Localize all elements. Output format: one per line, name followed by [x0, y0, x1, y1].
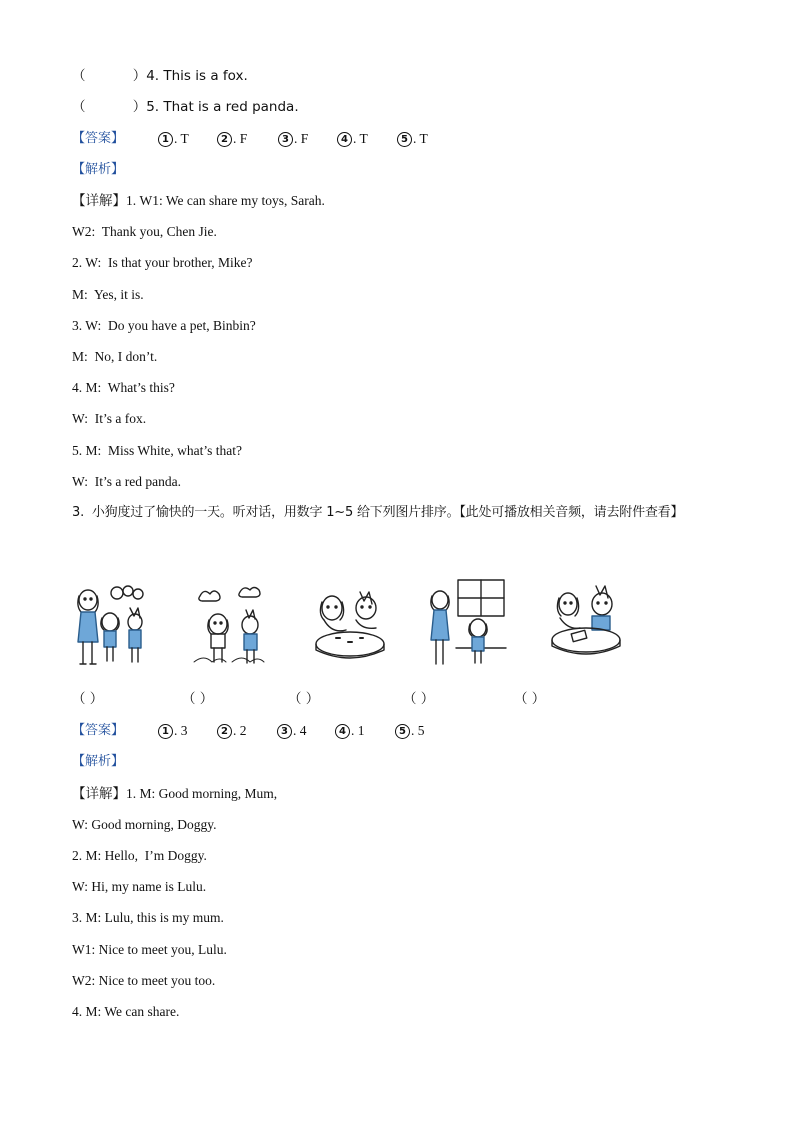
- order-blank: （ ）: [403, 691, 435, 707]
- order-blank: （ ）: [514, 691, 546, 707]
- answer-item: 4 . T: [337, 130, 368, 148]
- answer-item: 5 . T: [397, 130, 428, 148]
- order-blank: （ ）: [288, 691, 320, 707]
- answer-item: 4 . 1: [335, 722, 365, 740]
- detail-line: 5. M: Miss White, what’s that?: [72, 443, 242, 458]
- answer-item: 3 . F: [278, 130, 308, 148]
- order-blank: （ ）: [72, 691, 104, 707]
- mum-doggy-window-picture: [428, 578, 508, 677]
- analysis-label: 【解析】: [72, 754, 125, 769]
- answer-label: 【答案】: [72, 131, 125, 146]
- order-blank: （ ）: [182, 691, 214, 707]
- detail-line: 【详解】1. M: Good morning, Mum,: [72, 786, 278, 802]
- doggy-lulu-outdoors-picture: [190, 578, 276, 677]
- detail-line: M: No, I don’t.: [72, 349, 158, 364]
- doggy-lulu-table-picture: [310, 578, 390, 677]
- detail-line: W2: Thank you, Chen Jie.: [72, 224, 217, 239]
- answer-item: 3 . 4: [277, 722, 307, 740]
- detail-line: W2: Nice to meet you too.: [72, 973, 216, 988]
- detail-line: W: It’s a red panda.: [72, 474, 181, 489]
- detail-line: 2. W: Is that your brother, Mike?: [72, 255, 253, 270]
- mum-doggy-lulu-greeting-picture: [72, 578, 158, 677]
- detail-line: W: Good morning, Doggy.: [72, 817, 217, 832]
- detail-line: 3. M: Lulu, this is my mum.: [72, 910, 224, 925]
- answer-item: 1 . T: [158, 130, 189, 148]
- detail-line: W: Hi, my name is Lulu.: [72, 879, 207, 894]
- doggy-lulu-sharing-picture: [548, 578, 628, 677]
- detail-line: 3. W: Do you have a pet, Binbin?: [72, 318, 256, 333]
- answer-item: 2 . 2: [217, 722, 247, 740]
- detail-line: M: Yes, it is.: [72, 287, 144, 302]
- detail-line: W: It’s a fox.: [72, 411, 147, 426]
- question-4: （ ）4. This is a fox.: [72, 68, 248, 84]
- detail-line: 2. M: Hello, I’m Doggy.: [72, 848, 207, 863]
- answer-item: 1 . 3: [158, 722, 188, 740]
- answer-label: 【答案】: [72, 723, 125, 738]
- detail-line: 【详解】1. W1: We can share my toys, Sarah.: [72, 193, 325, 209]
- question-3-text: 3. 小狗度过了愉快的一天。听对话，用数字 1~5 给下列图片排序。【此处可播放相关音频，请去附件查看】: [72, 505, 684, 520]
- detail-line: 4. M: We can share.: [72, 1004, 180, 1019]
- answer-item: 5 . 5: [395, 722, 425, 740]
- answer-item: 2 . F: [217, 130, 247, 148]
- analysis-label: 【解析】: [72, 162, 125, 177]
- detail-line: 4. M: What’s this?: [72, 380, 175, 395]
- question-5: （ ）5. That is a red panda.: [72, 99, 299, 115]
- detail-line: W1: Nice to meet you, Lulu.: [72, 942, 227, 957]
